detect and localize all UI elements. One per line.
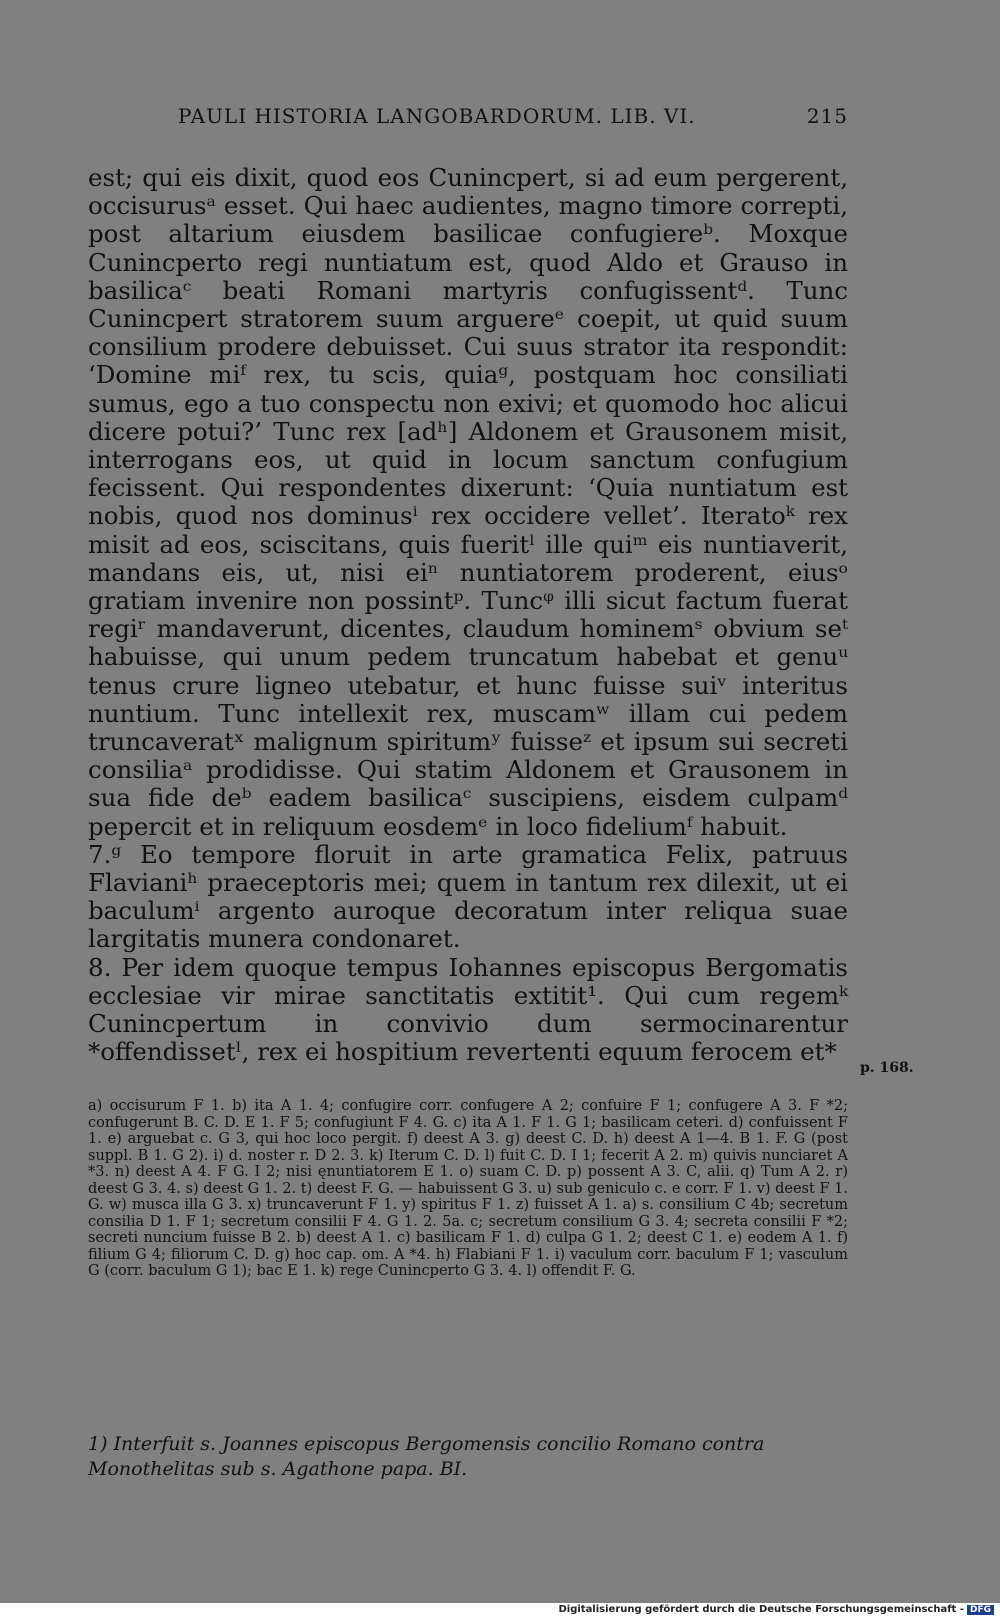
running-title: PAULI HISTORIA LANGOBARDORUM. LIB. VI. (178, 104, 696, 128)
digitization-credit (558, 1604, 994, 1615)
main-text (88, 164, 848, 1067)
dfg-logo: DFG (967, 1605, 994, 1615)
critical-apparatus: a) occisurum F 1. b) ita A 1. 4; confugire corr. confugere A 2; confuire F 1; confugere A 3. F *2; confugerunt B. C. D. E 1. F 5; confugiunt F 4. G. c) ita A 1. F 1. G 1; basilicam ceteri. d) confuissent F 1. e) arguebat c. G 3, qui hoc loco pergit. f) deest A 3. g) deest C. D. h) deest A 1—4. B 1. F. G (post suppl. B 1. G 2). i) d. noster r. D 2. 3. k) Iterum C. D. l) fuit C. D. I 1; fecerit A 2. m) quivis nunciaret A *3. n) deest A 4. F G. I 2; nisi ęnuntiatorem E 1. o) suam C. D. p) possent A 3. C, alii. q) Tum A 2. r) deest G 3. 4. s) deest G 1. 2. t) deest F. G. — habuissent G 3. u) sub geniculo c. e corr. F 1. v) deest F 1. G. w) musca illa G 3. x) truncaverunt F 1. y) spiritus F 1. z) fuisset A 1. a) s. consilium C 4b; secretum consilia D 1. F 1; secretum consilii F 4. G 1. 2. 5a. c; secretum consilium G 3. 4; secreta consilii F *2; secreti nuncium fuisse B 2. b) deest A 1. c) basilicam F 1. d) culpa G 1. 2; deest C 1. e) eodem A 1. f) filium G 4; filiorum C. D. g) hoc cap. om. A *4. h) Flabiani F 1. i) vaculum corr. baculum F 1; vasculum G (corr. baculum G 1); bac E 1. k) rege Cunincperto G 3. 4. l) offendit F. G. (88, 1098, 848, 1279)
credit-text: Digitalisierung gefördert durch die Deutsche Forschungsgemeinschaft - (558, 1604, 964, 1615)
page-number: 215 (806, 104, 848, 128)
paragraph-8: 8. Per idem quoque tempus Iohannes episcopus Bergomatis ecclesiae vir mirae sanctitatis extitit¹. Qui cum regemᵏ Cunincpertum in convivio dum sermocinarentur *offendissetˡ, rex ei hospitium revertenti equum ferocem et* (88, 952, 848, 1067)
page-header (88, 104, 848, 134)
margin-page-reference: p. 168. (860, 1060, 914, 1076)
paragraph-6: est; qui eis dixit, quod eos Cunincpert, si ad eum pergerent, occisurusᵃ esset. Qui haec audientes, magno timore correpti, post altarium eiusdem basilicae confugiereᵇ. Moxque Cunincperto regi nuntiatum est, quod Aldo et Grauso in basilicaᶜ beati Romani martyris confugissentᵈ. Tunc Cunincpert stratorem suum arguereᵉ coepit, ut quid suum consilium prodere debuisset. Cui suus strator ita respondit: ‘Domine miᶠ rex, tu scis, quiaᵍ, postquam hoc consiliati sumus, ego a tuo conspectu non exivi; et quomodo hoc alicui dicere potui?’ Tunc rex [adʰ] Aldonem et Grausonem misit, interrogans eos, ut quid in locum sanctum confugium fecissent. Qui respondentes dixerunt: ‘Quia nuntiatum est nobis, quod nos dominusⁱ rex occidere vellet’. Iteratoᵏ rex misit ad eos, sciscitans, quis fueritˡ ille quiᵐ eis nuntiaverit, mandans eis, ut, nisi eiⁿ nuntiatorem proderent, eiusᵒ gratiam invenire non possintᵖ. Tuncᵠ illi sicut factum fuerat regiʳ mandaverunt, dicentes, claudum hominemˢ obvium seᵗ habuisse, qui unum pedem truncatum habebat et genuᵘ tenus crure ligneo utebatur, et hunc fuisse suiᵛ interitus nuntium. Tunc intellexit rex, muscamʷ illam cui pedem truncaveratˣ malignum spiritumʸ fuisseᶻ et ipsum sui secreti consiliaᵃ prodidisse. Qui statim Aldonem et Grausonem in sua fide deᵇ eadem basilicaᶜ suscipiens, eisdem culpamᵈ pepercit et in reliquum eosdemᵉ in loco fideliumᶠ habuit. (88, 163, 848, 841)
paragraph-7: 7.ᵍ Eo tempore floruit in arte gramatica Felix, patruus Flavianiʰ praeceptoris mei; quem in tantum rex dilexit, ut ei baculumⁱ argento auroque decoratum inter reliqua suae largitatis munera condonaret. (88, 839, 848, 954)
footnote: 1) Interfuit s. Joannes episcopus Bergomensis concilio Romano contra Monothelitas sub s. Agathone papa. BI. (88, 1433, 765, 1480)
